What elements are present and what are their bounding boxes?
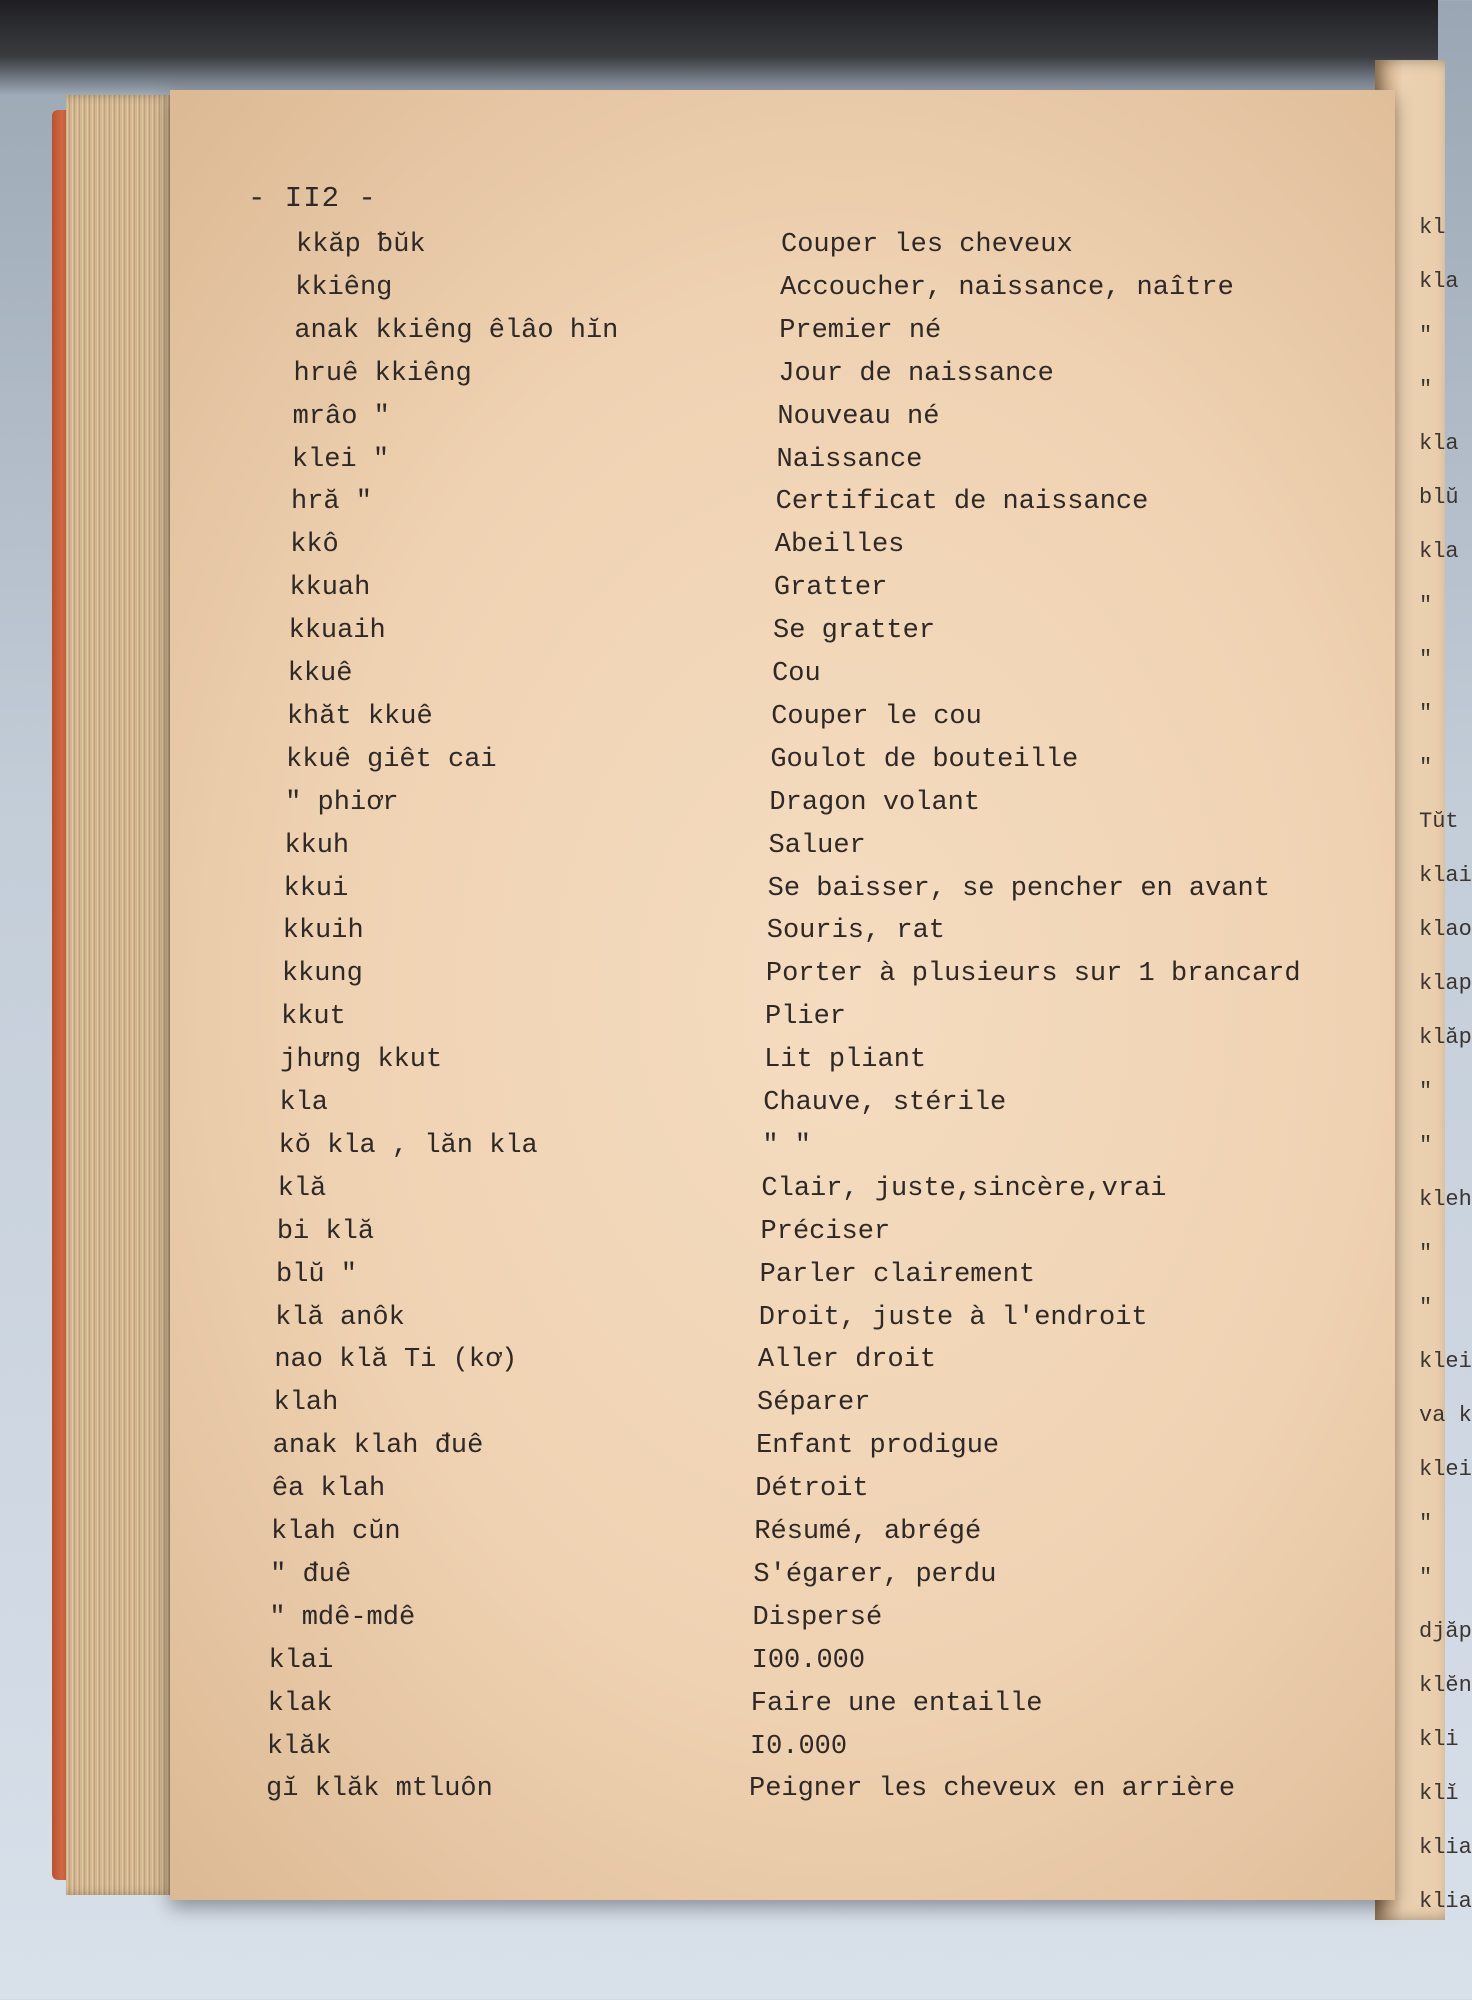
- entry-term: kkuaih: [288, 616, 386, 647]
- dictionary-entry: [287, 702, 1387, 742]
- dictionary-entry: [294, 316, 1394, 356]
- facing-page-fragment: ": [1419, 1079, 1433, 1104]
- dictionary-entry: [269, 1603, 1369, 1643]
- dictionary-entry: [293, 402, 1393, 442]
- dictionary-entry: [266, 1774, 1366, 1814]
- dictionary-entry: [275, 1303, 1375, 1343]
- page-number: - II2 -: [248, 182, 377, 215]
- dictionary-entry: [289, 616, 1389, 656]
- entry-gloss: I0.000: [749, 1731, 848, 1762]
- entry-term: nao klă Ti (kơ): [274, 1345, 518, 1376]
- facing-page-fragment: ": [1419, 647, 1433, 672]
- facing-page-fragment: ": [1419, 755, 1433, 780]
- facing-page-fragment: kla: [1419, 431, 1459, 456]
- facing-page-fragment: klia: [1419, 1889, 1472, 1914]
- entry-term: kkui: [283, 873, 349, 904]
- facing-page-fragment: klap: [1419, 971, 1472, 996]
- entry-gloss: I00.000: [751, 1645, 866, 1676]
- entry-gloss: Saluer: [768, 830, 866, 861]
- dictionary-entry: [267, 1732, 1367, 1772]
- entry-gloss: Aller droit: [757, 1345, 937, 1376]
- entry-gloss: Dragon volant: [769, 787, 981, 818]
- facing-page-fragment: ": [1419, 1511, 1433, 1536]
- dictionary-entry: [295, 273, 1395, 313]
- facing-page-fragment: kl: [1419, 215, 1446, 240]
- facing-page-fragment: klei: [1419, 1349, 1472, 1374]
- entry-gloss: Nouveau né: [777, 401, 940, 432]
- entry-term: klak: [267, 1688, 333, 1719]
- entry-term: kkuih: [282, 916, 364, 947]
- dictionary-entry: [286, 745, 1386, 785]
- dictionary-entry: [291, 487, 1391, 527]
- entry-term: kkuê giêt cai: [286, 744, 497, 775]
- entry-term: kkăp ƀŭk: [296, 230, 426, 260]
- dictionary-entry: [285, 788, 1385, 828]
- entry-term: êa klah: [271, 1474, 386, 1505]
- dictionary-entry: [272, 1474, 1372, 1514]
- entry-gloss: Accoucher, naissance, naître: [780, 272, 1234, 303]
- entry-term: kkô: [290, 530, 339, 561]
- dictionary-entry: [292, 445, 1392, 485]
- entry-gloss: Certificat de naissance: [775, 487, 1149, 518]
- facing-page-fragment: kleh: [1419, 1187, 1472, 1212]
- entry-term: kkuah: [289, 573, 371, 604]
- dictionary-entry: [274, 1345, 1374, 1385]
- entry-gloss: Cou: [772, 659, 821, 689]
- facing-page-fragment: kla: [1419, 539, 1459, 564]
- entry-gloss: Séparer: [757, 1388, 871, 1419]
- dictionary-entry: [271, 1517, 1371, 1557]
- facing-page-fragment: ": [1419, 701, 1433, 726]
- entry-gloss: Abeilles: [774, 530, 905, 561]
- entry-term: anak kkiêng êlâo hĭn: [294, 315, 619, 346]
- entry-gloss: Plier: [765, 1002, 847, 1033]
- dictionary-entry: [283, 916, 1383, 956]
- dictionary-entry: [278, 1174, 1378, 1214]
- entry-term: kŏ kla , lăn kla: [278, 1130, 538, 1161]
- entry-gloss: Dispersé: [752, 1602, 883, 1633]
- facing-page-fragment: ": [1419, 1241, 1433, 1266]
- dictionary-entry: [280, 1045, 1380, 1085]
- entry-term: kkung: [281, 959, 363, 990]
- entry-gloss: Gratter: [773, 573, 888, 604]
- dictionary-entry: [284, 831, 1384, 871]
- facing-page-fragment: ": [1419, 1133, 1433, 1158]
- entry-gloss: S'égarer, perdu: [753, 1559, 997, 1590]
- entry-gloss: Faire une entaille: [750, 1688, 1043, 1719]
- page-stack-edge: [66, 95, 176, 1895]
- dictionary-entry: [270, 1560, 1370, 1600]
- entry-term: gĭ klăk mtluôn: [266, 1774, 493, 1805]
- entry-term: klă anôk: [275, 1302, 405, 1333]
- entry-gloss: Se baisser, se pencher en avant: [767, 873, 1270, 904]
- entry-gloss: Goulot de bouteille: [770, 744, 1079, 775]
- entry-term: mrâo ": [292, 401, 390, 432]
- facing-page-fragment: klei: [1419, 1457, 1472, 1482]
- entry-gloss: Droit, juste à l'endroit: [758, 1302, 1148, 1333]
- facing-page-fragment: Tŭt: [1419, 809, 1459, 834]
- entry-term: kla: [279, 1088, 328, 1118]
- entry-term: kkiêng: [295, 272, 393, 303]
- entry-gloss: Enfant prodigue: [756, 1431, 1000, 1462]
- dictionary-entry: [268, 1689, 1368, 1729]
- dictionary-entry: [294, 359, 1394, 399]
- facing-page-fragment: ": [1419, 1295, 1433, 1320]
- facing-page-fragment: djăp: [1419, 1619, 1472, 1644]
- entry-gloss: Préciser: [760, 1216, 891, 1247]
- entry-term: kkuê: [287, 659, 353, 689]
- entry-term: " đuê: [270, 1559, 352, 1590]
- entry-term: klă: [277, 1173, 327, 1204]
- dictionary-entry: [276, 1260, 1376, 1300]
- entry-gloss: Chauve, stérile: [763, 1088, 1007, 1118]
- entry-term: klai: [268, 1645, 334, 1676]
- entry-term: " mdê-mdê: [269, 1602, 416, 1633]
- dictionary-entry: [273, 1431, 1373, 1471]
- entry-term: " phiơr: [285, 787, 399, 818]
- entry-gloss: Se gratter: [773, 616, 936, 647]
- dictionary-entry: [288, 659, 1388, 699]
- entry-term: hră ": [291, 487, 373, 518]
- entry-gloss: " ": [762, 1130, 811, 1161]
- entry-gloss: Peigner les cheveux en arrière: [749, 1774, 1236, 1805]
- dictionary-entry: [281, 1002, 1381, 1042]
- dictionary-entry: [269, 1646, 1369, 1686]
- entry-gloss: Lit pliant: [764, 1045, 927, 1076]
- facing-page-fragment: kla: [1419, 269, 1459, 294]
- dictionary-entry: [284, 874, 1384, 914]
- facing-page-fragment: klăp: [1419, 1025, 1472, 1050]
- entry-gloss: Porter à plusieurs sur 1 brancard: [765, 959, 1301, 990]
- entry-term: hruê kkiêng: [293, 358, 472, 389]
- facing-page-fragment: va k: [1419, 1403, 1472, 1428]
- entry-term: jhưng kkut: [280, 1045, 443, 1076]
- facing-page-fragment: ": [1419, 593, 1433, 618]
- dictionary-entry: [290, 530, 1390, 570]
- facing-page-fragment: klia: [1419, 1835, 1472, 1860]
- facing-page-fragment: ": [1419, 377, 1433, 402]
- entry-term: klăk: [266, 1731, 332, 1762]
- entry-gloss: Naissance: [776, 444, 923, 475]
- facing-page-fragment: klĭ: [1419, 1781, 1459, 1806]
- entry-term: khăt kkuê: [286, 701, 433, 732]
- dictionary-entry: [274, 1388, 1374, 1428]
- entry-gloss: Parler clairement: [759, 1259, 1036, 1290]
- entry-term: klah: [273, 1388, 339, 1419]
- entry-term: blŭ ": [276, 1259, 358, 1290]
- dark-background: [0, 0, 1438, 95]
- facing-page-fragment: klao: [1419, 917, 1472, 942]
- facing-page-fragment: kli: [1419, 1727, 1459, 1752]
- entry-gloss: Résumé, abrégé: [754, 1517, 982, 1547]
- dictionary-entry: [277, 1217, 1377, 1257]
- entry-term: bi klă: [276, 1216, 375, 1247]
- dictionary-entry: [289, 573, 1389, 613]
- facing-page-fragment: klai: [1419, 863, 1472, 888]
- facing-page-fragment: ": [1419, 323, 1433, 348]
- entry-term: kkuh: [284, 830, 350, 861]
- entry-term: kkut: [281, 1002, 346, 1033]
- dictionary-entry: [279, 1088, 1379, 1128]
- entry-gloss: Premier né: [779, 315, 942, 346]
- dictionary-entry: [282, 959, 1382, 999]
- entry-gloss: Couper les cheveux: [781, 230, 1073, 260]
- dictionary-entry: [279, 1131, 1379, 1171]
- facing-page-fragment: klĕn: [1419, 1673, 1472, 1698]
- facing-page-fragment: blŭ: [1419, 485, 1459, 510]
- dictionary-entry: [296, 230, 1396, 270]
- entry-term: klei ": [291, 444, 390, 475]
- entry-gloss: Couper le cou: [771, 701, 982, 732]
- facing-page-fragment: ": [1419, 1565, 1433, 1590]
- entry-gloss: Jour de naissance: [778, 358, 1054, 389]
- entry-gloss: Détroit: [755, 1474, 869, 1505]
- entry-gloss: Clair, juste,sincère,vrai: [761, 1173, 1167, 1204]
- entry-gloss: Souris, rat: [766, 916, 945, 947]
- entry-term: anak klah đuê: [272, 1431, 484, 1462]
- entry-term: klah cŭn: [271, 1517, 401, 1547]
